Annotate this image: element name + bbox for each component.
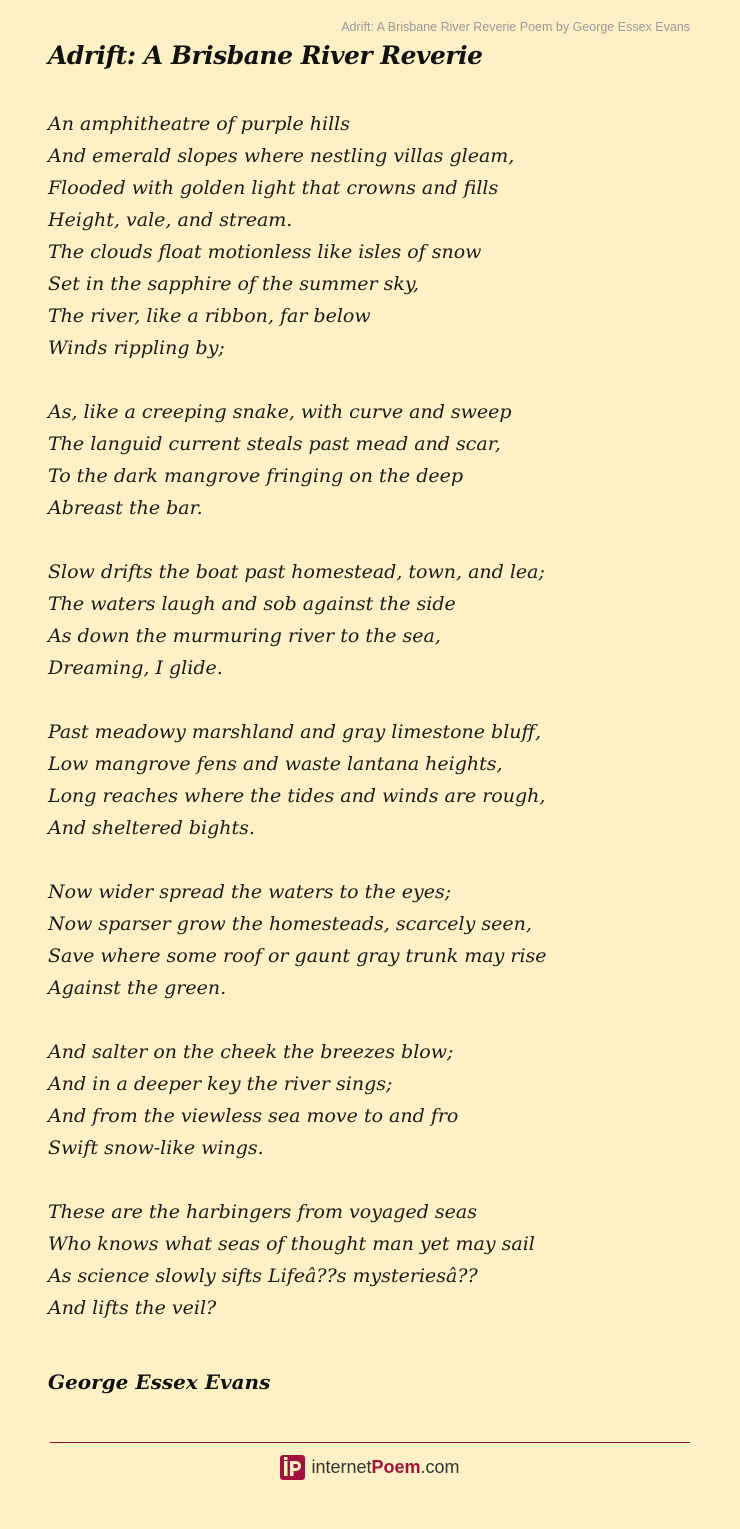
poem-line: Long reaches where the tides and winds are rough, xyxy=(48,785,546,807)
poem-line: The river, like a ribbon, far below xyxy=(48,305,371,327)
stanza-4 xyxy=(48,716,698,844)
poem-line: Flooded with golden light that crowns and fills xyxy=(48,177,499,199)
poem-line: And salter on the cheek the breezes blow; xyxy=(48,1041,454,1063)
poem-line: And in a deeper key the river sings; xyxy=(48,1073,393,1095)
poem-body xyxy=(48,108,698,1356)
poem-line: As science slowly sifts Lifeâ??s mysteriesâ?? xyxy=(48,1265,478,1287)
poem-title: Adrift: A Brisbane River Reverie xyxy=(48,41,483,70)
poem-line: Set in the sapphire of the summer sky, xyxy=(48,273,420,295)
site-logo-link[interactable] xyxy=(0,1455,740,1480)
poem-line: Low mangrove fens and waste lantana heights, xyxy=(48,753,503,775)
poem-line: The languid current steals past mead and scar, xyxy=(48,433,501,455)
site-logo-text xyxy=(311,1455,459,1480)
brand-strong: Poem xyxy=(371,1457,421,1477)
footer-divider xyxy=(50,1442,690,1443)
poem-line: Height, vale, and stream. xyxy=(48,209,293,231)
poem-line: Slow drifts the boat past homestead, town, and lea; xyxy=(48,561,545,583)
poem-line: As, like a creeping snake, with curve and sweep xyxy=(48,401,512,423)
stanza-2 xyxy=(48,396,698,524)
poem-line: And from the viewless sea move to and fro xyxy=(48,1105,459,1127)
stanza-5 xyxy=(48,876,698,1004)
poem-line: And lifts the veil? xyxy=(48,1297,217,1319)
poem-line: An amphitheatre of purple hills xyxy=(48,113,350,135)
brand-prefix: internet xyxy=(311,1457,372,1477)
stanza-1 xyxy=(48,108,698,364)
poem-line: To the dark mangrove fringing on the deep xyxy=(48,465,464,487)
poem-line: Against the green. xyxy=(48,977,227,999)
header-caption: Adrift: A Brisbane River Reverie Poem by George Essex Evans xyxy=(341,20,690,34)
stanza-7 xyxy=(48,1196,698,1324)
poem-line: As down the murmuring river to the sea, xyxy=(48,625,441,647)
poem-line: The clouds float motionless like isles of snow xyxy=(48,241,482,263)
poem-line: Now wider spread the waters to the eyes; xyxy=(48,881,452,903)
poem-author: George Essex Evans xyxy=(48,1370,271,1394)
poem-line: Now sparser grow the homesteads, scarcely seen, xyxy=(48,913,532,935)
brand-suffix: .com xyxy=(420,1457,460,1477)
poem-line: Past meadowy marshland and gray limestone bluff, xyxy=(48,721,542,743)
poem-line: Abreast the bar. xyxy=(48,497,203,519)
poem-line: And emerald slopes where nestling villas gleam, xyxy=(48,145,515,167)
poem-line: Who knows what seas of thought man yet may sail xyxy=(48,1233,535,1255)
poem-line: Winds rippling by; xyxy=(48,337,225,359)
poem-line: Dreaming, I glide. xyxy=(48,657,223,679)
poem-line: The waters laugh and sob against the side xyxy=(48,593,456,615)
ip-logo-icon xyxy=(280,1455,305,1480)
stanza-3 xyxy=(48,556,698,684)
poem-line: Swift snow-like wings. xyxy=(48,1137,264,1159)
stanza-6 xyxy=(48,1036,698,1164)
poem-line: Save where some roof or gaunt gray trunk may rise xyxy=(48,945,547,967)
poem-line: These are the harbingers from voyaged seas xyxy=(48,1201,477,1223)
poem-line: And sheltered bights. xyxy=(48,817,255,839)
